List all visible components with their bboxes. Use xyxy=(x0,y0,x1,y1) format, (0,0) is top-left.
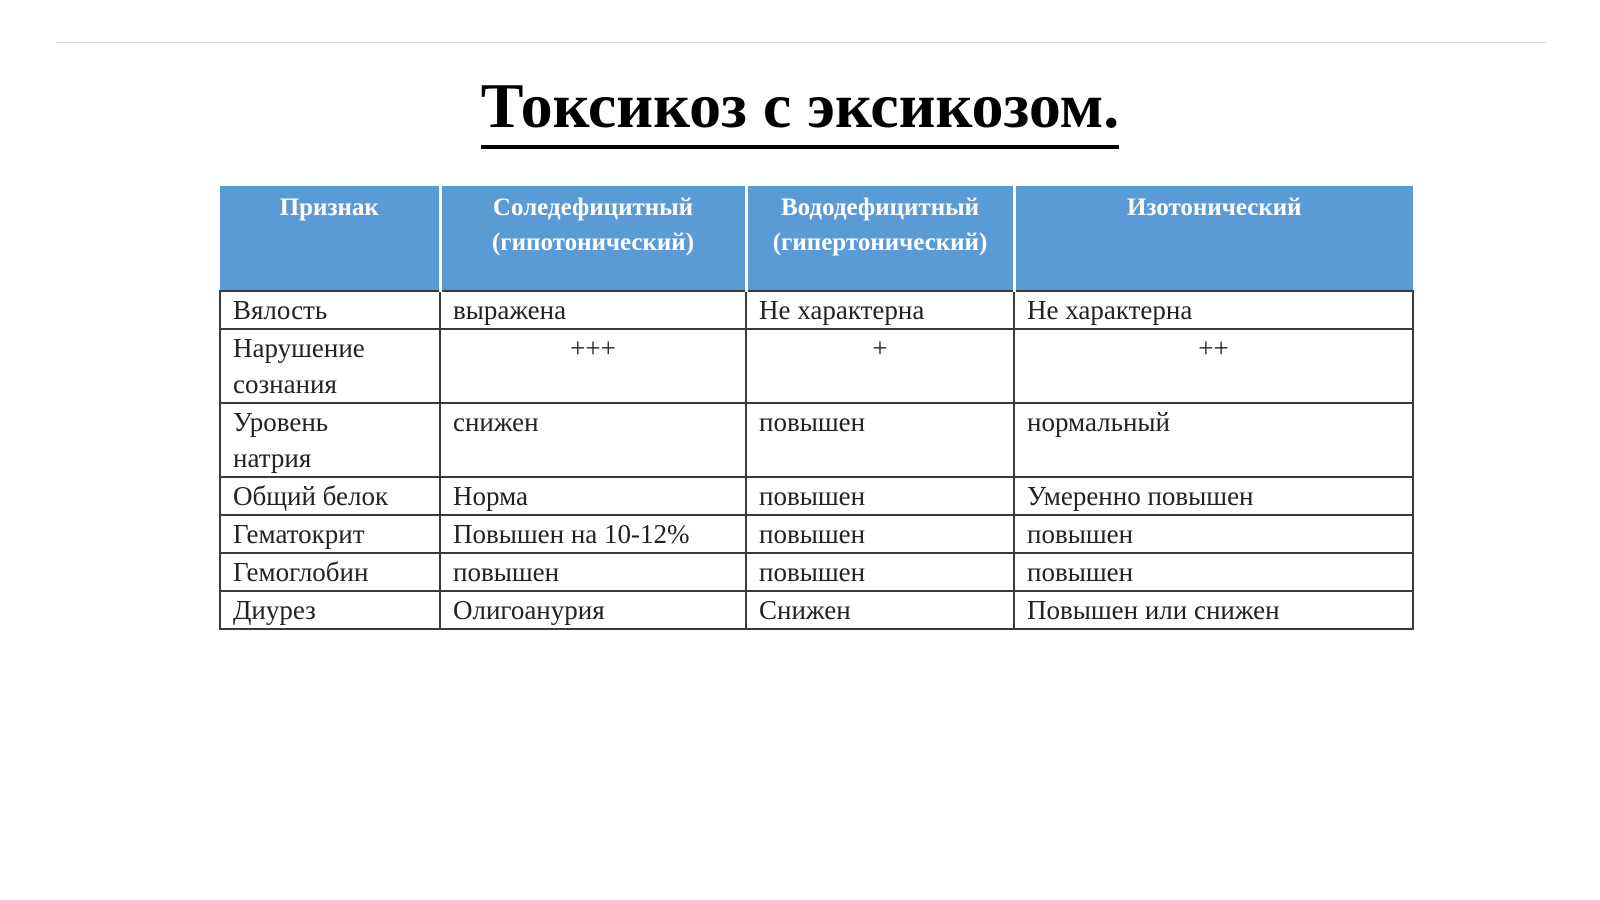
cell-isotonic: Не характерна xyxy=(1014,291,1413,329)
cell-water-deficient: повышен xyxy=(746,515,1014,553)
top-divider-line xyxy=(56,42,1546,43)
slide-title: Токсикоз с эксикозом. xyxy=(481,69,1120,149)
cell-sign: Диурез xyxy=(220,591,440,629)
header-water-deficient: Вододефицитный (гипертонический) xyxy=(746,186,1014,291)
cell-sign: Уровень натрия xyxy=(220,403,440,477)
cell-water-deficient: Снижен xyxy=(746,591,1014,629)
cell-isotonic: Повышен или снижен xyxy=(1014,591,1413,629)
cell-isotonic: повышен xyxy=(1014,515,1413,553)
cell-salt-deficient: +++ xyxy=(440,329,746,403)
cell-salt-deficient: повышен xyxy=(440,553,746,591)
cell-water-deficient: Не характерна xyxy=(746,291,1014,329)
table-row xyxy=(220,553,1413,591)
header-row xyxy=(220,186,1413,291)
cell-sign: Гемоглобин xyxy=(220,553,440,591)
cell-water-deficient: + xyxy=(746,329,1014,403)
cell-water-deficient: повышен xyxy=(746,477,1014,515)
cell-salt-deficient: Норма xyxy=(440,477,746,515)
cell-salt-deficient: выражена xyxy=(440,291,746,329)
header-sign: Признак xyxy=(220,186,440,291)
cell-sign: Нарушение сознания xyxy=(220,329,440,403)
cell-water-deficient: повышен xyxy=(746,553,1014,591)
cell-salt-deficient: Олигоанурия xyxy=(440,591,746,629)
cell-isotonic: Умеренно повышен xyxy=(1014,477,1413,515)
table-row xyxy=(220,515,1413,553)
header-isotonic: Изотонический xyxy=(1014,186,1413,291)
cell-sign: Вялость xyxy=(220,291,440,329)
comparison-table xyxy=(219,186,1414,630)
cell-salt-deficient: Повышен на 10-12% xyxy=(440,515,746,553)
table-row xyxy=(220,329,1413,403)
cell-isotonic: повышен xyxy=(1014,553,1413,591)
cell-sign: Общий белок xyxy=(220,477,440,515)
table-row xyxy=(220,291,1413,329)
header-salt-deficient: Соледефицитный (гипотонический) xyxy=(440,186,746,291)
table-header xyxy=(220,186,1413,291)
cell-isotonic: нормальный xyxy=(1014,403,1413,477)
table-row xyxy=(220,403,1413,477)
cell-salt-deficient: снижен xyxy=(440,403,746,477)
cell-isotonic: ++ xyxy=(1014,329,1413,403)
table-body xyxy=(220,291,1413,629)
cell-water-deficient: повышен xyxy=(746,403,1014,477)
cell-sign: Гематокрит xyxy=(220,515,440,553)
slide-title-container xyxy=(0,66,1600,149)
table-row xyxy=(220,477,1413,515)
table-row xyxy=(220,591,1413,629)
